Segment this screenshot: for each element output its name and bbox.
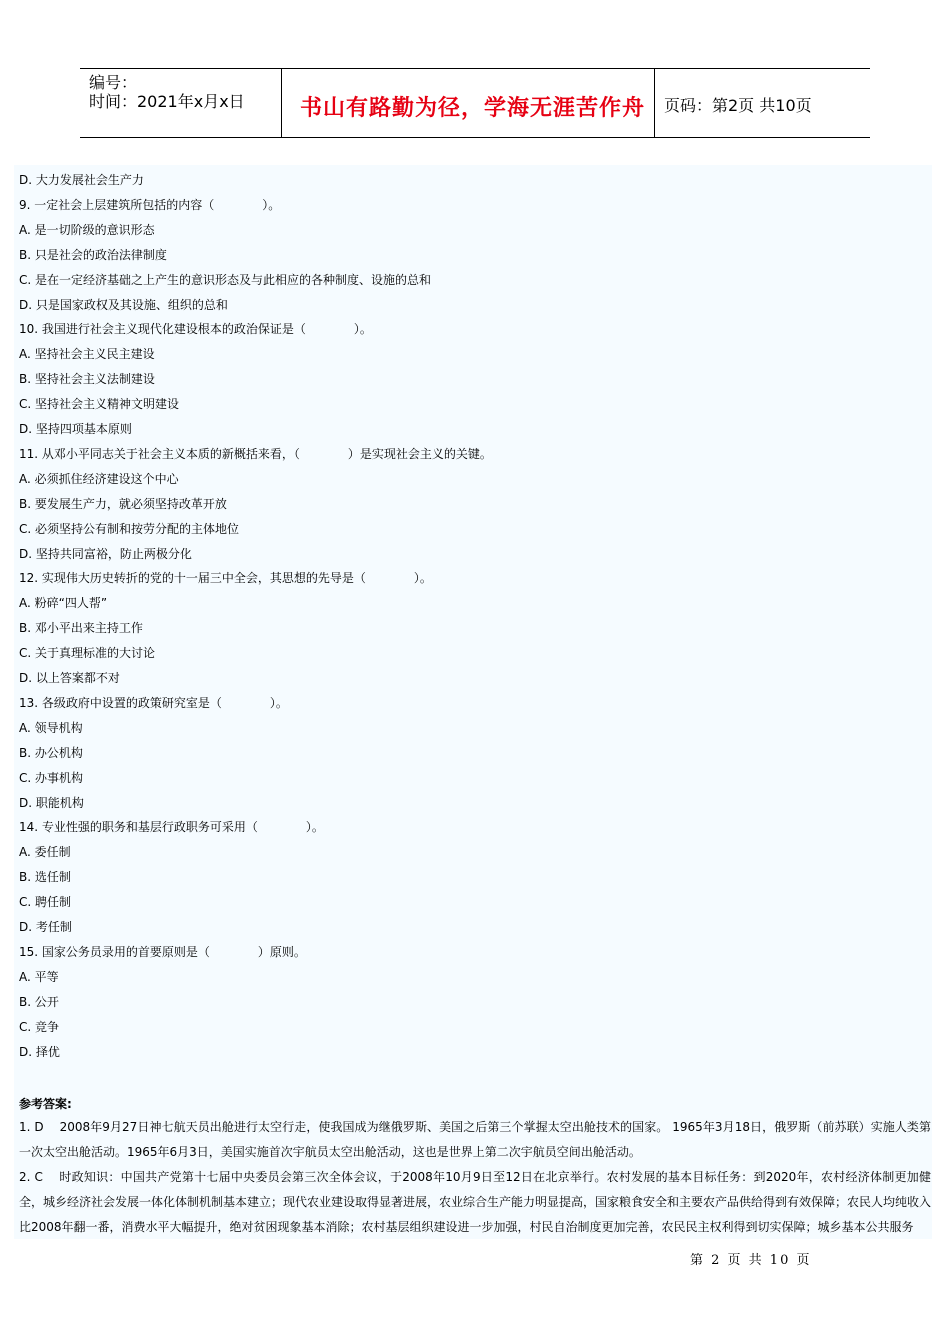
question-line: D. 考任制 (19, 920, 72, 934)
question-line: A. 是一切阶级的意识形态 (19, 222, 155, 237)
question-line: A. 粉碎“四人帮” (19, 596, 108, 611)
page-footer: 第 2 页 共 10 页 (690, 1253, 812, 1268)
answers-title: 参考答案: (19, 1097, 72, 1111)
question-line: D. 只是国家政权及其设施、组织的总和 (19, 297, 228, 312)
question-line: A. 领导机构 (19, 720, 83, 735)
question-line: 15. 国家公务员录用的首要原则是（ ）原则。 (19, 944, 306, 959)
question-line: 12. 实现伟大历史转折的党的十一届三中全会，其思想的先导是（ ）。 (19, 571, 432, 586)
question-line: D. 大力发展社会生产力 (19, 173, 144, 187)
question-line: B. 办公机构 (19, 745, 83, 760)
answer-paragraph: 1. D 2008年9月27日神七航天员出舱进行太空行走，使我国成为继俄罗斯、美国之后第三个掌握太空出舱技术的国家。 1965年3月18日，俄罗斯（前苏联）实施人类第一次太空出舱活动。1965年6月3日，美国实施首次宇航员太空出舱活动，这也是世界上第二次宇航员空间出舱活动。 (19, 1120, 931, 1159)
header-motto-cell (282, 69, 655, 137)
question-line: C. 坚持社会主义精神文明建设 (19, 397, 180, 412)
question-line: A. 必须抓住经济建设这个中心 (19, 471, 179, 486)
question-line: D. 以上答案都不对 (19, 671, 120, 685)
document-body (14, 165, 932, 1239)
question-line: B. 坚持社会主义法制建设 (19, 372, 155, 387)
question-line: A. 坚持社会主义民主建设 (19, 347, 155, 362)
question-line: 10. 我国进行社会主义现代化建设根本的政治保证是（ ）。 (19, 322, 372, 337)
answer-paragraph: 2. C 时政知识：中国共产党第十七届中央委员会第三次全体会议，于2008年10月9日至12日在北京举行。农村发展的基本目标任务：到2020年，农村经济体制更加健全，城乡经济社会发展一体化体制机制基本建立；现代农业建设取得显著进展，农业综合生产能力明显提高，国家粮食安全和主要农产品供给得到有效保障；农民人均纯收入比2008年翻一番，消费水平大幅提升，绝对贫困现象基本消除；农村基层组织建设进一步加强，村民自治制度更加完善，农民民主权利得到切实保障；城乡基本公共服务 (19, 1170, 932, 1234)
number-label: 编号： (89, 73, 138, 92)
question-line: D. 择优 (19, 1044, 60, 1059)
question-line: D. 职能机构 (19, 795, 84, 810)
question-line: B. 公开 (19, 994, 59, 1009)
question-line: C. 必须坚持公有制和按劳分配的主体地位 (19, 521, 240, 536)
question-line: 14. 专业性强的职务和基层行政职务可采用（ ）。 (19, 820, 324, 835)
question-line: C. 关于真理标准的大讨论 (19, 646, 156, 661)
question-line: B. 邓小平出来主持工作 (19, 621, 143, 636)
question-line: C. 竞争 (19, 1019, 60, 1034)
header-meta-cell (80, 69, 282, 137)
question-line: C. 是在一定经济基础之上产生的意识形态及与此相应的各种制度、设施的总和 (19, 272, 432, 287)
question-line: C. 聘任制 (19, 895, 72, 910)
question-line: B. 只是社会的政治法律制度 (19, 247, 167, 262)
question-line: C. 办事机构 (19, 770, 84, 785)
question-line: 9. 一定社会上层建筑所包括的内容（ ）。 (19, 197, 281, 212)
question-line: D. 坚持共同富裕，防止两极分化 (19, 546, 192, 561)
page-info: 页码：第2页 共10页 (664, 96, 812, 115)
question-line: B. 要发展生产力，就必须坚持改革开放 (19, 496, 227, 511)
question-line: A. 委任制 (19, 845, 71, 860)
question-line: 11. 从邓小平同志关于社会主义本质的新概括来看，（ ）是实现社会主义的关键。 (19, 446, 492, 461)
question-line: 13. 各级政府中设置的政策研究室是（ ）。 (19, 695, 288, 710)
question-line: A. 平等 (19, 969, 59, 984)
question-line: B. 选任制 (19, 870, 71, 885)
header-table (80, 68, 870, 138)
question-line: D. 坚持四项基本原则 (19, 422, 132, 436)
time-label: 时间：2021年x月x日 (89, 92, 245, 111)
motto-text: 书山有路勤为径，学海无涯苦作舟 (300, 96, 646, 121)
